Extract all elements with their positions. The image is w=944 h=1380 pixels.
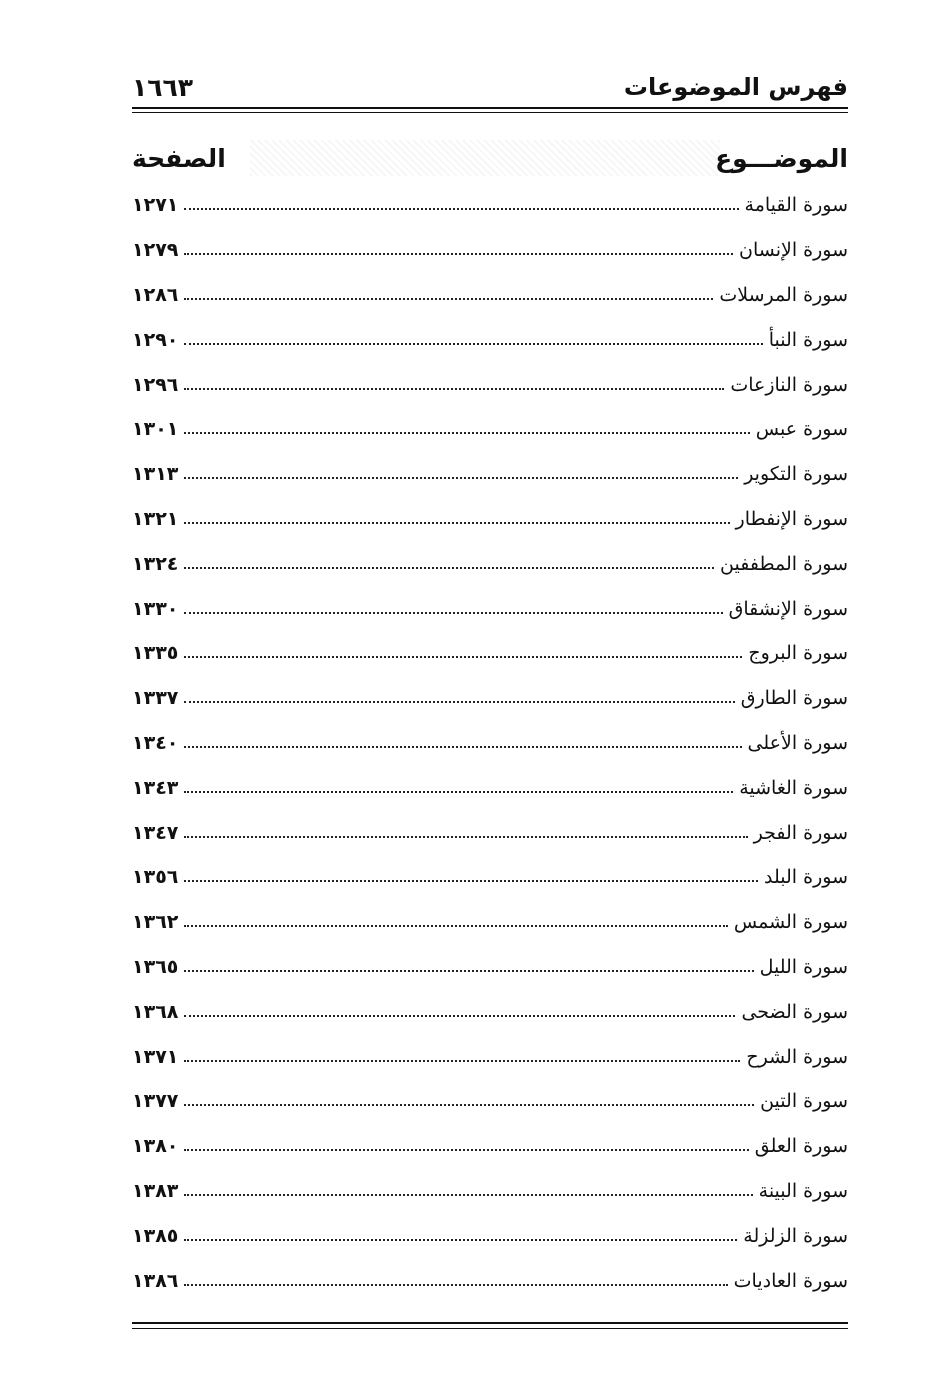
- toc-entry-title: سورة القيامة: [744, 194, 848, 217]
- toc-entry: [132, 497, 848, 542]
- dot-leader: [184, 1060, 740, 1062]
- dot-leader: [184, 567, 714, 569]
- toc-entry: [132, 855, 848, 900]
- toc-entry-page: ١٢٩٠: [132, 328, 179, 351]
- dot-leader: [184, 836, 747, 838]
- toc-entry: [132, 1213, 848, 1258]
- toc-entry-page: ١٣٤٧: [132, 821, 179, 844]
- toc-entry: [132, 1258, 848, 1303]
- toc-entry-page: ١٣٢٤: [132, 552, 179, 575]
- toc-entry-page: ١٣٧٧: [132, 1090, 179, 1113]
- toc-entry-title: سورة المطففين: [720, 552, 848, 575]
- toc-entry-page: ١٣٨٥: [132, 1224, 179, 1247]
- dot-leader: [184, 925, 727, 927]
- toc-entry-title: سورة التين: [760, 1090, 848, 1113]
- toc-entry-page: ١٢٧١: [132, 194, 179, 217]
- toc-entry-title: سورة الطارق: [740, 687, 848, 710]
- toc-entry-title: سورة الشرح: [746, 1045, 848, 1068]
- toc-entry-title: سورة الضحى: [741, 1000, 848, 1023]
- toc-entry-page: ١٣٧١: [132, 1045, 179, 1068]
- toc-entry-page: ١٣٤٠: [132, 731, 179, 754]
- toc-entry-title: سورة النبأ: [768, 328, 848, 351]
- dot-leader: [184, 253, 733, 255]
- toc-entry: [132, 541, 848, 586]
- column-heading: [132, 140, 848, 176]
- toc-entry: [132, 407, 848, 452]
- toc-entry: [132, 1124, 848, 1169]
- toc-entry-title: سورة الزلزلة: [743, 1224, 848, 1247]
- toc-entry: [132, 183, 848, 228]
- toc-entry: [132, 362, 848, 407]
- toc-entry: [132, 586, 848, 631]
- toc-entry-page: ١٣٥٦: [132, 866, 179, 889]
- toc-entry-page: ١٢٩٦: [132, 373, 179, 396]
- toc-entry-title: سورة البلد: [764, 866, 848, 889]
- dot-leader: [184, 1015, 735, 1017]
- toc-entry-title: سورة الفجر: [753, 821, 848, 844]
- toc-entry: [132, 228, 848, 273]
- toc-entry-page: ١٣٣٠: [132, 597, 179, 620]
- toc-entry-title: سورة الشمس: [733, 911, 848, 934]
- dot-leader: [184, 656, 742, 658]
- footer-rule-thin: [132, 1328, 848, 1329]
- toc-entry-page: ١٣٠١: [132, 418, 179, 441]
- toc-list: [132, 183, 848, 1303]
- column-heading-subject: الموضـــوع: [715, 143, 848, 173]
- toc-entry: [132, 1169, 848, 1214]
- toc-entry-page: ١٣٣٥: [132, 642, 179, 665]
- toc-entry-page: ١٣٣٧: [132, 687, 179, 710]
- dot-leader: [184, 522, 729, 524]
- toc-entry-page: ١٣٦٥: [132, 955, 179, 978]
- toc-entry-title: سورة التكوير: [744, 463, 848, 486]
- dot-leader: [184, 880, 758, 882]
- toc-entry-title: سورة النازعات: [730, 373, 848, 396]
- toc-entry: [132, 1034, 848, 1079]
- toc-entry-title: سورة البروج: [748, 642, 848, 665]
- dot-leader: [184, 746, 741, 748]
- dot-leader: [184, 612, 722, 614]
- toc-entry-title: سورة الغاشية: [739, 776, 848, 799]
- toc-entry: [132, 317, 848, 362]
- toc-entry-title: سورة المرسلات: [719, 283, 848, 306]
- toc-entry-title: سورة الإنسان: [739, 239, 848, 262]
- dot-leader: [184, 1149, 748, 1151]
- dot-leader: [184, 343, 762, 345]
- toc-entry: [132, 900, 848, 945]
- toc-entry-page: ١٢٨٦: [132, 283, 179, 306]
- toc-entry: [132, 721, 848, 766]
- toc-entry-title: سورة العلق: [754, 1135, 848, 1158]
- dot-leader: [184, 701, 734, 703]
- dot-leader: [184, 208, 738, 210]
- header-rule: [132, 107, 848, 109]
- dot-leader: [184, 298, 713, 300]
- dot-leader: [184, 1194, 752, 1196]
- toc-entry-title: سورة الأعلى: [747, 731, 848, 754]
- toc-entry-title: سورة الإنفطار: [735, 507, 848, 530]
- dot-leader: [184, 388, 724, 390]
- toc-entry: [132, 631, 848, 676]
- toc-entry-title: سورة عبس: [755, 418, 848, 441]
- dot-leader: [184, 1239, 737, 1241]
- running-header: [132, 70, 848, 104]
- footer-rule: [132, 1322, 848, 1324]
- toc-entry: [132, 273, 848, 318]
- dot-leader: [184, 791, 733, 793]
- toc-entry-page: ١٣٤٣: [132, 776, 179, 799]
- toc-entry-title: سورة البينة: [758, 1179, 848, 1202]
- dot-leader: [184, 1104, 754, 1106]
- toc-entry: [132, 676, 848, 721]
- toc-entry: [132, 989, 848, 1034]
- dot-leader: [184, 1284, 727, 1286]
- toc-entry-page: ١٢٧٩: [132, 239, 179, 262]
- toc-entry: [132, 1079, 848, 1124]
- column-heading-page: الصفحة: [132, 143, 226, 173]
- dot-leader: [184, 477, 738, 479]
- toc-entry-title: سورة الإنشقاق: [728, 597, 848, 620]
- toc-entry-page: ١٣٢١: [132, 507, 179, 530]
- toc-entry-title: سورة العاديات: [733, 1269, 848, 1292]
- toc-entry-page: ١٣٦٢: [132, 911, 179, 934]
- toc-entry-page: ١٣٨٦: [132, 1269, 179, 1292]
- header-rule-thin: [132, 112, 848, 113]
- toc-entry-page: ١٣٨٠: [132, 1135, 179, 1158]
- toc-entry-page: ١٣٦٨: [132, 1000, 179, 1023]
- toc-entry-page: ١٣٨٣: [132, 1179, 179, 1202]
- header-page-number: ١٦٦٣: [132, 72, 194, 102]
- toc-entry: [132, 765, 848, 810]
- dot-leader: [184, 970, 753, 972]
- toc-entry: [132, 945, 848, 990]
- toc-entry: [132, 810, 848, 855]
- toc-entry: [132, 452, 848, 497]
- toc-entry-title: سورة الليل: [759, 955, 848, 978]
- header-title: فهرس الموضوعات: [623, 73, 848, 101]
- toc-entry-page: ١٣١٣: [132, 463, 179, 486]
- dot-leader: [184, 432, 749, 434]
